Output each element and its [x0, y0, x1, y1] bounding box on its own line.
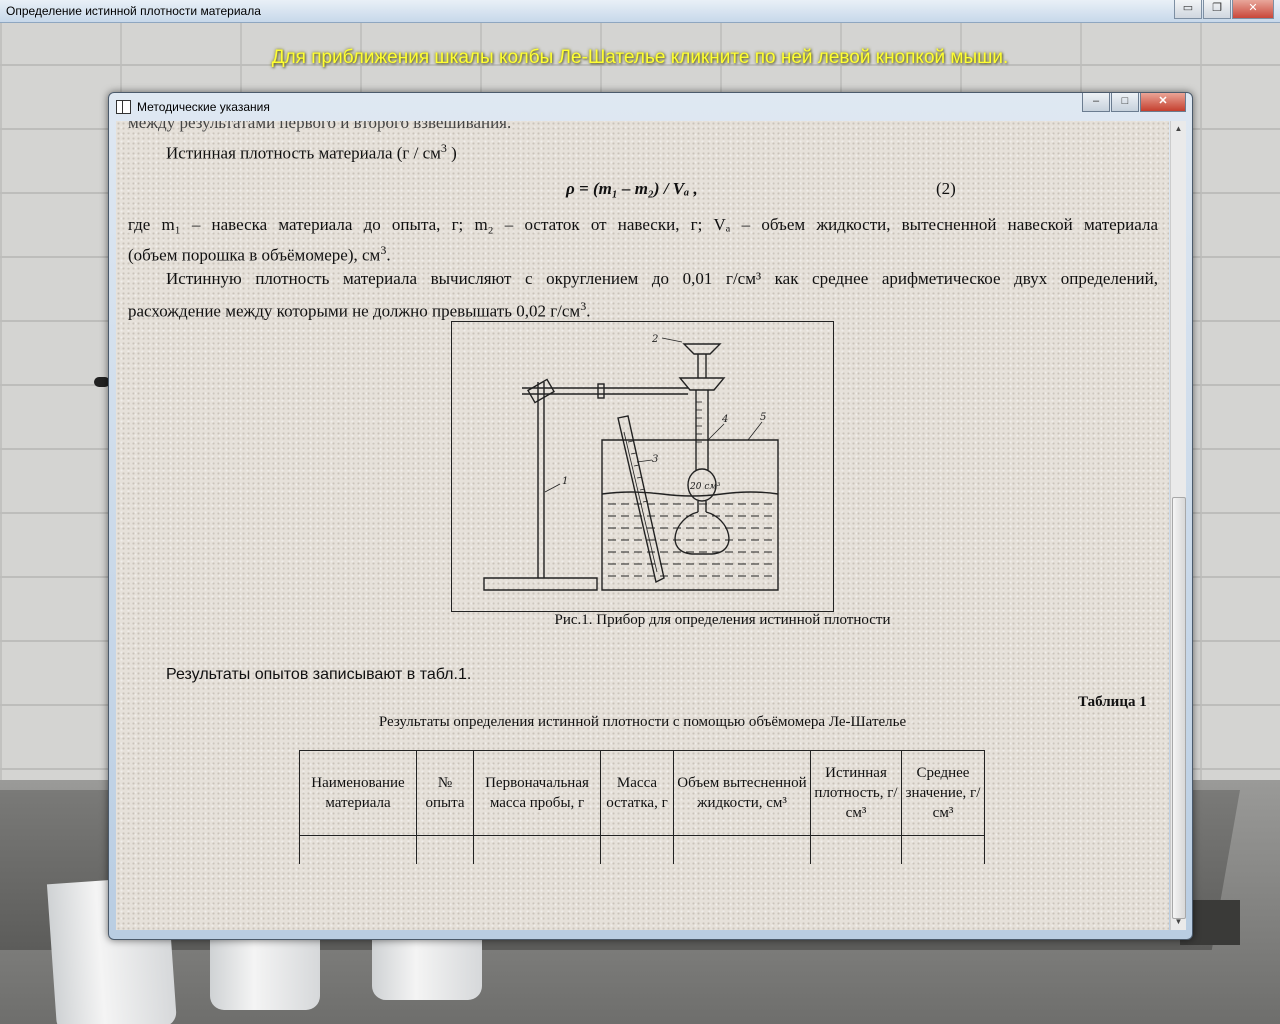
- dialog-close-button[interactable]: ✕: [1140, 93, 1186, 112]
- app-title-bar: [0, 0, 1280, 23]
- dialog-title: Методические указания: [137, 100, 270, 114]
- instructions-dialog: [108, 92, 1193, 940]
- dialog-minimize-button[interactable]: –: [1082, 93, 1110, 112]
- scroll-down-button[interactable]: ▼: [1174, 917, 1183, 926]
- apparatus-figure: [451, 321, 834, 612]
- vertical-scrollbar[interactable]: [1170, 121, 1186, 930]
- app-restore-button[interactable]: ❐: [1203, 0, 1231, 19]
- table-cell: [417, 836, 474, 865]
- table-cell: [902, 836, 985, 865]
- table-cell: [811, 836, 902, 865]
- table-cell: [300, 836, 417, 865]
- table-title: Результаты определения истинной плотности с помощью объёмомера Ле-Шателье: [378, 714, 907, 730]
- table-header-cell: № опыта: [417, 751, 474, 836]
- formula-legend: где m₁ – навеска материала до опыта, г; m₂ – остаток от навески, г; Vₐ – объем жидкости, вытесненной навеской материала: [128, 215, 1158, 234]
- hint-text: Для приближения шкалы колбы Ле-Шателье кликните по ней левой кнопкой мыши.: [271, 47, 1009, 68]
- table-cell: [674, 836, 811, 865]
- table-header-cell: Первоначальная масса пробы, г: [474, 751, 601, 836]
- table-row: [300, 836, 985, 865]
- rounding-paragraph-cont: расхождение между которыми не должно превышать 0,02 $г/см^3$.: [128, 299, 591, 321]
- table-number: Таблица 1: [1078, 694, 1147, 710]
- cut-off-line: между результатами первого и второго взвешивания.: [128, 121, 512, 132]
- rounding-paragraph: Истинную плотность материала вычисляют с округлением до 0,01 г/см³ как среднее арифметическое двух определений,: [166, 269, 1158, 288]
- formula-legend-cont: (объем порошка в объёмомере), $см^3$.: [128, 243, 391, 265]
- figure-label-1: 1: [562, 476, 569, 487]
- le-chatelier-apparatus-drawing: [452, 322, 833, 611]
- figure-label-2: 2: [652, 334, 659, 345]
- dialog-maximize-button[interactable]: □: [1111, 93, 1139, 112]
- app-close-button[interactable]: ✕: [1232, 0, 1274, 19]
- results-note: Результаты опытов записывают в табл.1.: [166, 666, 472, 683]
- figure-caption: Рис.1. Прибор для определения истинной плотности: [554, 612, 891, 628]
- table-header-cell: Объем вытесненной жидкости, см³: [674, 751, 811, 836]
- table-header-cell: Истинная плотность, г/см³: [811, 751, 902, 836]
- results-table: [299, 750, 985, 864]
- scroll-thumb[interactable]: [1172, 497, 1186, 919]
- figure-label-3: 3: [652, 454, 659, 465]
- book-icon: [116, 100, 131, 114]
- equation-number: (2): [936, 179, 956, 198]
- table-header-cell: Среднее значение, г/см³: [902, 751, 985, 836]
- app-minimize-button[interactable]: ▭: [1174, 0, 1202, 19]
- table-header-row: [300, 751, 985, 836]
- table-header-cell: Масса остатка, г: [601, 751, 674, 836]
- density-formula: ρ = (m₁ – m₂) / Vₐ ,: [566, 179, 698, 198]
- scroll-up-button[interactable]: ▲: [1174, 124, 1183, 133]
- figure-label-5: 5: [760, 412, 767, 423]
- table-cell: [474, 836, 601, 865]
- table-header-cell: Наименование материала: [300, 751, 417, 836]
- flask-volume-mark: 20 см³: [690, 482, 721, 492]
- figure-label-4: 4: [722, 414, 729, 425]
- document-view[interactable]: [116, 121, 1169, 930]
- app-title: Определение истинной плотности материала: [6, 4, 261, 18]
- table-cell: [601, 836, 674, 865]
- density-heading: Истинная плотность материала ($г / см^3$ ): [166, 141, 457, 163]
